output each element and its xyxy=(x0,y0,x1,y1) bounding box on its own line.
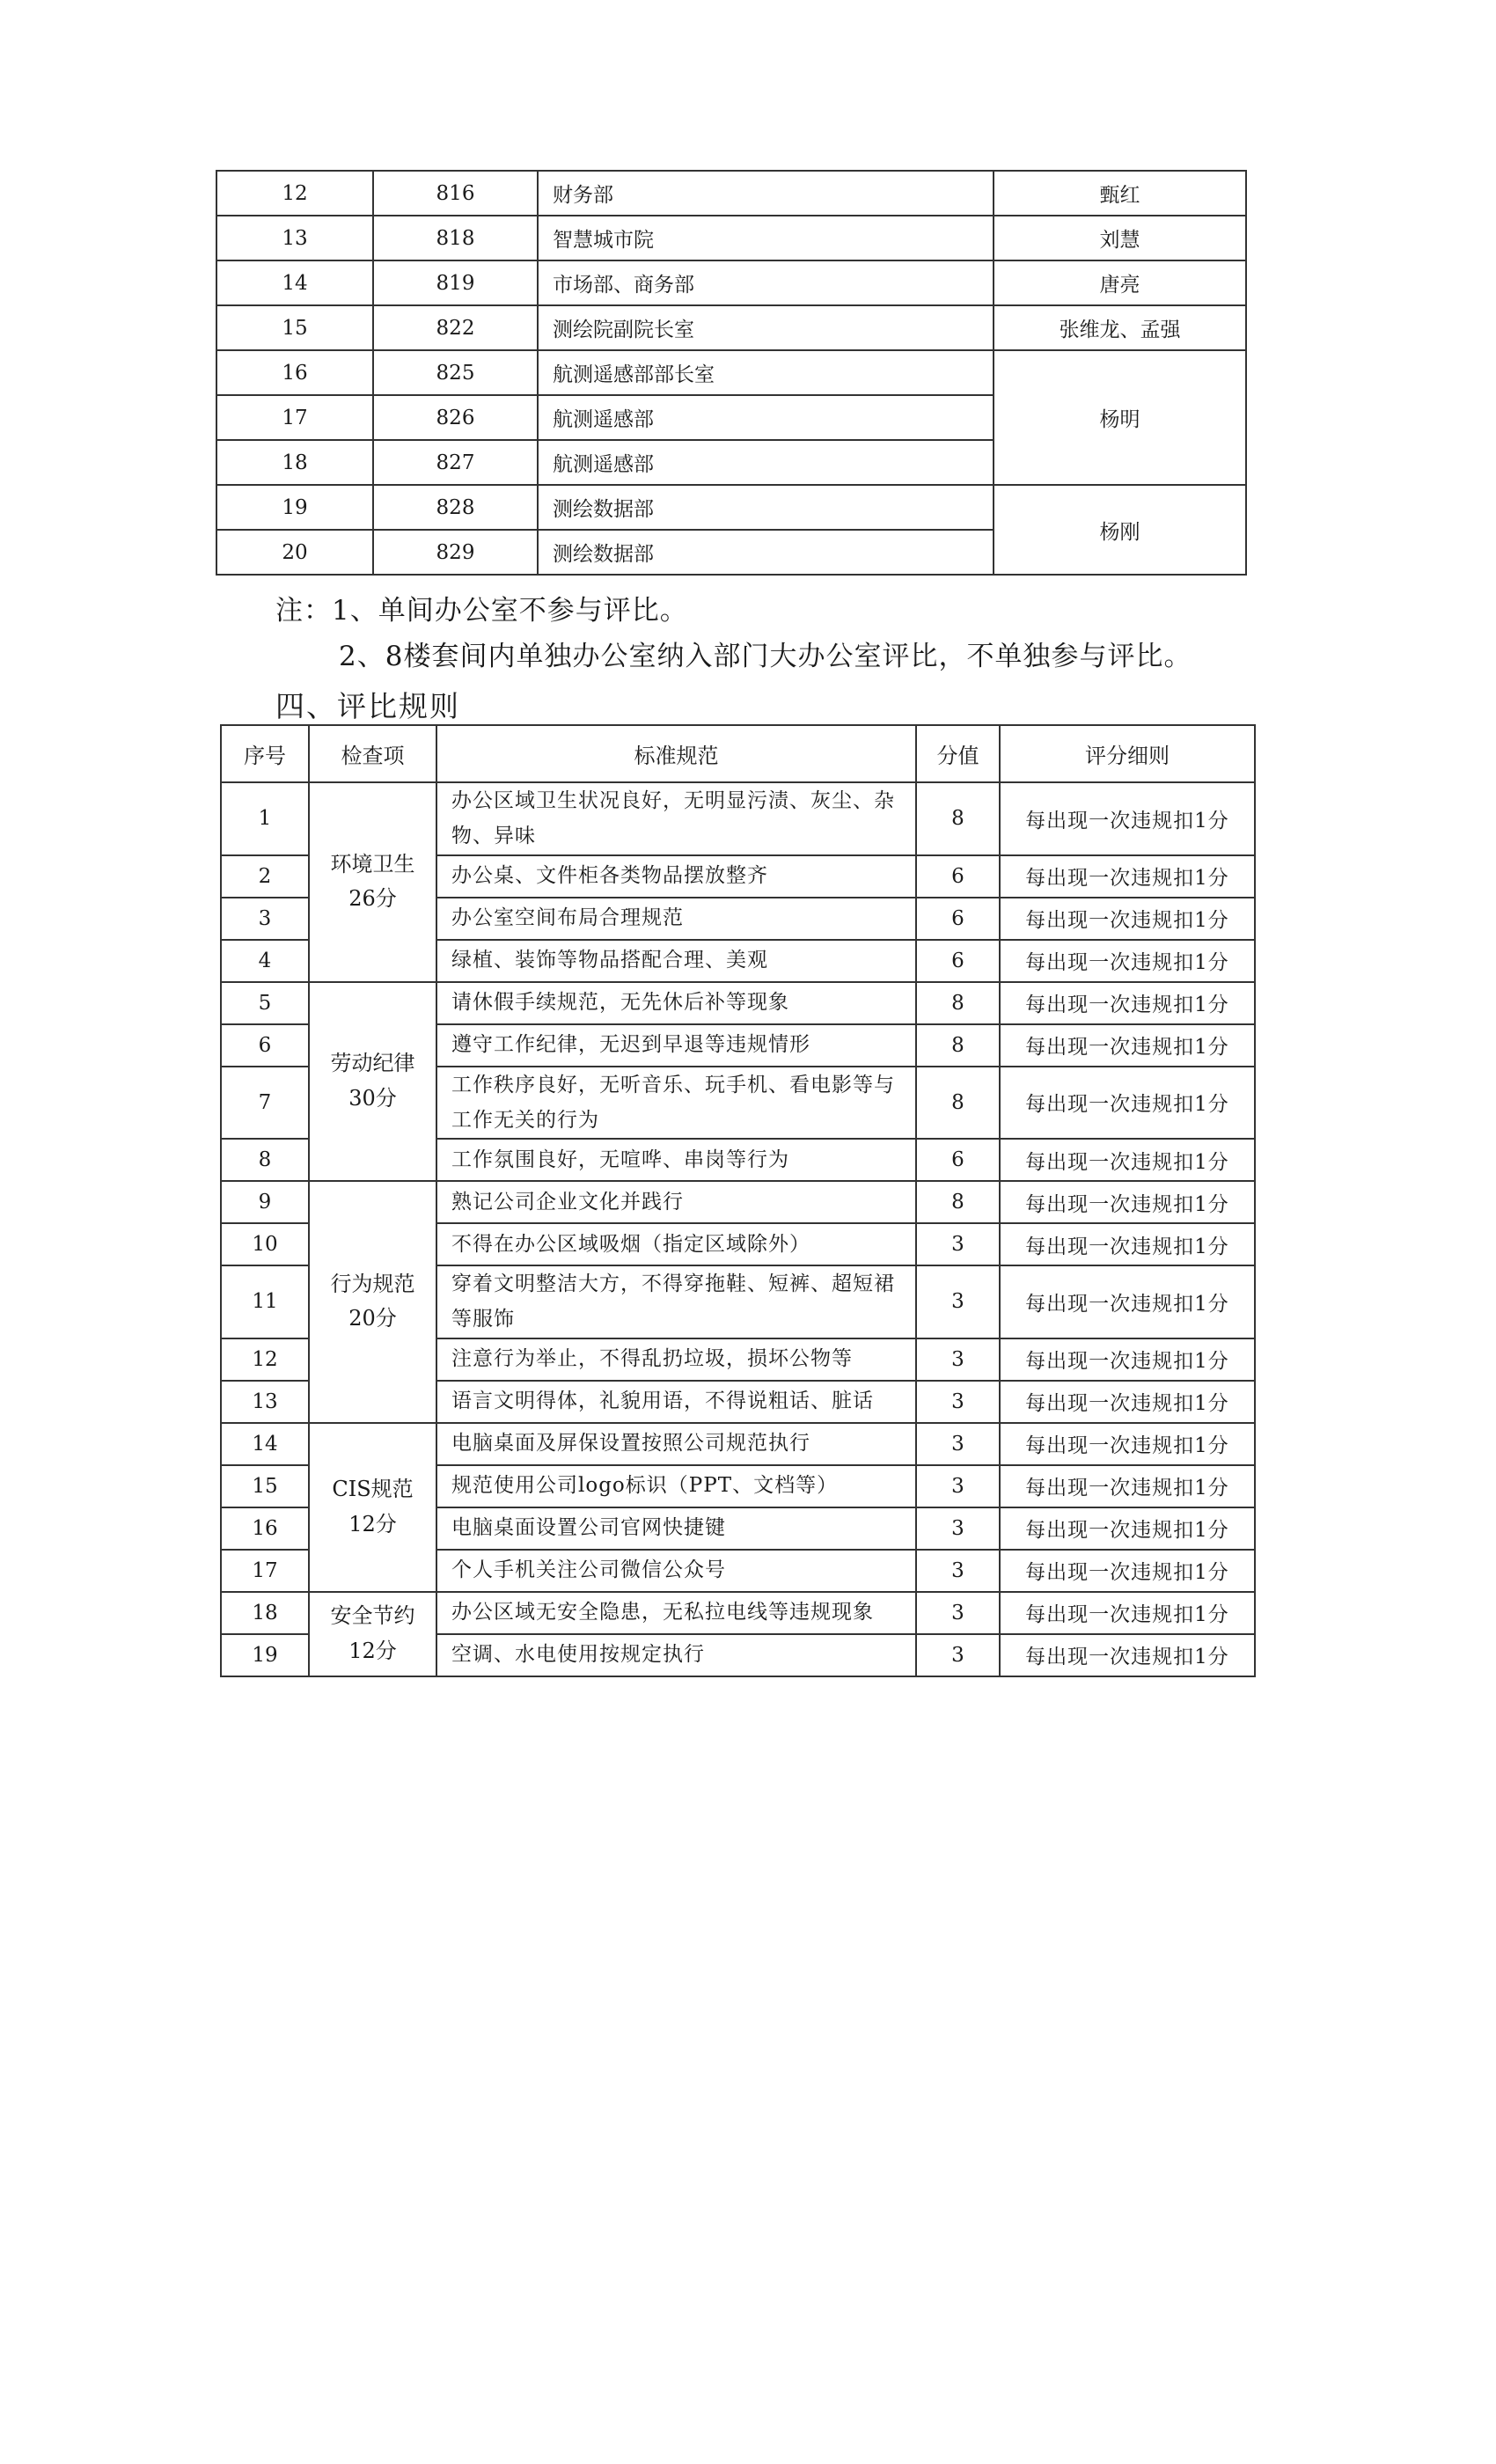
category-points: 12分 xyxy=(348,1638,397,1663)
scoring-rule: 每出现一次违规扣1分 xyxy=(1000,982,1255,1024)
header-rule: 评分细则 xyxy=(1000,725,1255,782)
standard-text: 不得在办公区域吸烟（指定区域除外） xyxy=(436,1223,916,1265)
row-seq: 16 xyxy=(216,350,373,395)
rule-seq: 14 xyxy=(221,1423,309,1465)
points-value: 6 xyxy=(916,1139,1000,1181)
scoring-rule: 每出现一次违规扣1分 xyxy=(1000,1423,1255,1465)
room-number: 826 xyxy=(373,395,538,440)
standard-text: 绿植、装饰等物品搭配合理、美观 xyxy=(436,940,916,982)
table-row xyxy=(216,305,1246,350)
responsible-person: 杨明 xyxy=(994,350,1246,485)
scoring-rule: 每出现一次违规扣1分 xyxy=(1000,1139,1255,1181)
category-name: 环境卫生 xyxy=(330,851,415,876)
scoring-rule: 每出现一次违规扣1分 xyxy=(1000,1592,1255,1634)
standard-text: 个人手机关注公司微信公众号 xyxy=(436,1550,916,1592)
check-category xyxy=(309,1181,436,1423)
responsible-person: 唐亮 xyxy=(994,260,1246,305)
rule-seq: 1 xyxy=(221,782,309,855)
standard-text: 工作秩序良好，无听音乐、玩手机、看电影等与工作无关的行为 xyxy=(436,1067,916,1140)
check-category xyxy=(309,1423,436,1592)
header-points: 分值 xyxy=(916,725,1000,782)
room-number: 818 xyxy=(373,216,538,260)
table-row xyxy=(216,260,1246,305)
row-seq: 12 xyxy=(216,171,373,216)
standard-text: 办公区域无安全隐患，无私拉电线等违规现象 xyxy=(436,1592,916,1634)
rules-header-row xyxy=(221,725,1255,782)
rule-seq: 3 xyxy=(221,898,309,940)
standard-text: 工作氛围良好，无喧哗、串岗等行为 xyxy=(436,1139,916,1181)
row-seq: 19 xyxy=(216,485,373,530)
rule-seq: 15 xyxy=(221,1465,309,1507)
row-seq: 13 xyxy=(216,216,373,260)
scoring-rule: 每出现一次违规扣1分 xyxy=(1000,855,1255,898)
row-seq: 15 xyxy=(216,305,373,350)
department: 测绘院副院长室 xyxy=(538,305,994,350)
department: 航测遥感部 xyxy=(538,440,994,485)
scoring-rule: 每出现一次违规扣1分 xyxy=(1000,1024,1255,1067)
points-value: 8 xyxy=(916,1067,1000,1140)
row-seq: 18 xyxy=(216,440,373,485)
points-value: 3 xyxy=(916,1550,1000,1592)
rule-seq: 2 xyxy=(221,855,309,898)
category-points: 26分 xyxy=(348,886,397,912)
check-category xyxy=(309,782,436,982)
standard-text: 注意行为举止，不得乱扔垃圾，损坏公物等 xyxy=(436,1338,916,1381)
rule-seq: 6 xyxy=(221,1024,309,1067)
rule-seq: 13 xyxy=(221,1381,309,1423)
category-name: 安全节约 xyxy=(330,1602,415,1628)
responsible-person: 张维龙、孟强 xyxy=(994,305,1246,350)
header-item: 检查项 xyxy=(309,725,436,782)
scoring-rule: 每出现一次违规扣1分 xyxy=(1000,940,1255,982)
points-value: 3 xyxy=(916,1465,1000,1507)
scoring-rule: 每出现一次违规扣1分 xyxy=(1000,1265,1255,1338)
room-number: 825 xyxy=(373,350,538,395)
points-value: 3 xyxy=(916,1223,1000,1265)
rule-seq: 7 xyxy=(221,1067,309,1140)
category-name: 劳动纪律 xyxy=(330,1051,415,1076)
office-assignment-table xyxy=(216,170,1247,576)
points-value: 3 xyxy=(916,1507,1000,1550)
points-value: 8 xyxy=(916,1024,1000,1067)
row-seq: 20 xyxy=(216,530,373,575)
responsible-person: 杨刚 xyxy=(994,485,1246,575)
scoring-rule: 每出现一次违规扣1分 xyxy=(1000,1381,1255,1423)
rule-seq: 4 xyxy=(221,940,309,982)
note-2: 2、8楼套间内单独办公室纳入部门大办公室评比，不单独参与评比。 xyxy=(339,641,1192,672)
scoring-rule: 每出现一次违规扣1分 xyxy=(1000,1465,1255,1507)
standard-text: 办公桌、文件柜各类物品摆放整齐 xyxy=(436,855,916,898)
standard-text: 遵守工作纪律，无迟到早退等违规情形 xyxy=(436,1024,916,1067)
standard-text: 空调、水电使用按规定执行 xyxy=(436,1634,916,1676)
scoring-rule: 每出现一次违规扣1分 xyxy=(1000,1550,1255,1592)
scoring-rule: 每出现一次违规扣1分 xyxy=(1000,898,1255,940)
points-value: 6 xyxy=(916,855,1000,898)
points-value: 8 xyxy=(916,1181,1000,1223)
points-value: 3 xyxy=(916,1634,1000,1676)
rule-seq: 17 xyxy=(221,1550,309,1592)
points-value: 8 xyxy=(916,982,1000,1024)
points-value: 3 xyxy=(916,1381,1000,1423)
department: 航测遥感部部长室 xyxy=(538,350,994,395)
points-value: 8 xyxy=(916,782,1000,855)
standard-text: 语言文明得体，礼貌用语，不得说粗话、脏话 xyxy=(436,1381,916,1423)
table-row xyxy=(221,982,1255,1024)
room-number: 829 xyxy=(373,530,538,575)
room-number: 827 xyxy=(373,440,538,485)
department: 智慧城市院 xyxy=(538,216,994,260)
row-seq: 17 xyxy=(216,395,373,440)
header-seq: 序号 xyxy=(221,725,309,782)
rule-seq: 10 xyxy=(221,1223,309,1265)
standard-text: 电脑桌面设置公司官网快捷键 xyxy=(436,1507,916,1550)
department: 测绘数据部 xyxy=(538,530,994,575)
scoring-rule: 每出现一次违规扣1分 xyxy=(1000,1338,1255,1381)
department: 航测遥感部 xyxy=(538,395,994,440)
category-points: 20分 xyxy=(348,1306,397,1331)
scoring-rule: 每出现一次违规扣1分 xyxy=(1000,1223,1255,1265)
category-name: 行为规范 xyxy=(330,1271,415,1296)
standard-text: 办公室空间布局合理规范 xyxy=(436,898,916,940)
table-row xyxy=(221,1181,1255,1223)
points-value: 6 xyxy=(916,940,1000,982)
rule-seq: 8 xyxy=(221,1139,309,1181)
category-points: 12分 xyxy=(348,1511,397,1536)
standard-text: 熟记公司企业文化并践行 xyxy=(436,1181,916,1223)
room-number: 819 xyxy=(373,260,538,305)
category-points: 30分 xyxy=(348,1085,397,1111)
scoring-rule: 每出现一次违规扣1分 xyxy=(1000,1507,1255,1550)
check-category xyxy=(309,982,436,1182)
scoring-rule: 每出现一次违规扣1分 xyxy=(1000,1067,1255,1140)
rule-seq: 9 xyxy=(221,1181,309,1223)
department: 测绘数据部 xyxy=(538,485,994,530)
evaluation-rules-table xyxy=(220,724,1256,1677)
points-value: 3 xyxy=(916,1265,1000,1338)
points-value: 3 xyxy=(916,1338,1000,1381)
standard-text: 穿着文明整洁大方，不得穿拖鞋、短裤、超短裙等服饰 xyxy=(436,1265,916,1338)
points-value: 3 xyxy=(916,1592,1000,1634)
table-row xyxy=(221,1423,1255,1465)
table-row xyxy=(216,216,1246,260)
rule-seq: 12 xyxy=(221,1338,309,1381)
rule-seq: 5 xyxy=(221,982,309,1024)
rule-seq: 18 xyxy=(221,1592,309,1634)
table-row xyxy=(221,1592,1255,1634)
table-row xyxy=(216,171,1246,216)
points-value: 3 xyxy=(916,1423,1000,1465)
points-value: 6 xyxy=(916,898,1000,940)
table-row xyxy=(216,485,1246,530)
header-standard: 标准规范 xyxy=(436,725,916,782)
standard-text: 规范使用公司logo标识（PPT、文档等） xyxy=(436,1465,916,1507)
category-name: CIS规范 xyxy=(332,1476,414,1501)
rule-seq: 11 xyxy=(221,1265,309,1338)
scoring-rule: 每出现一次违规扣1分 xyxy=(1000,782,1255,855)
department: 财务部 xyxy=(538,171,994,216)
responsible-person: 甄红 xyxy=(994,171,1246,216)
standard-text: 办公区域卫生状况良好，无明显污渍、灰尘、杂物、异味 xyxy=(436,782,916,855)
row-seq: 14 xyxy=(216,260,373,305)
room-number: 828 xyxy=(373,485,538,530)
note-1: 注：1、单间办公室不参与评比。 xyxy=(275,595,688,627)
rule-seq: 16 xyxy=(221,1507,309,1550)
department: 市场部、商务部 xyxy=(538,260,994,305)
standard-text: 请休假手续规范，无先休后补等现象 xyxy=(436,982,916,1024)
table-row xyxy=(221,782,1255,855)
room-number: 822 xyxy=(373,305,538,350)
check-category xyxy=(309,1592,436,1676)
standard-text: 电脑桌面及屏保设置按照公司规范执行 xyxy=(436,1423,916,1465)
section-title: 四、评比规则 xyxy=(275,689,460,723)
table-row xyxy=(216,350,1246,395)
responsible-person: 刘慧 xyxy=(994,216,1246,260)
room-number: 816 xyxy=(373,171,538,216)
scoring-rule: 每出现一次违规扣1分 xyxy=(1000,1634,1255,1676)
rule-seq: 19 xyxy=(221,1634,309,1676)
scoring-rule: 每出现一次违规扣1分 xyxy=(1000,1181,1255,1223)
